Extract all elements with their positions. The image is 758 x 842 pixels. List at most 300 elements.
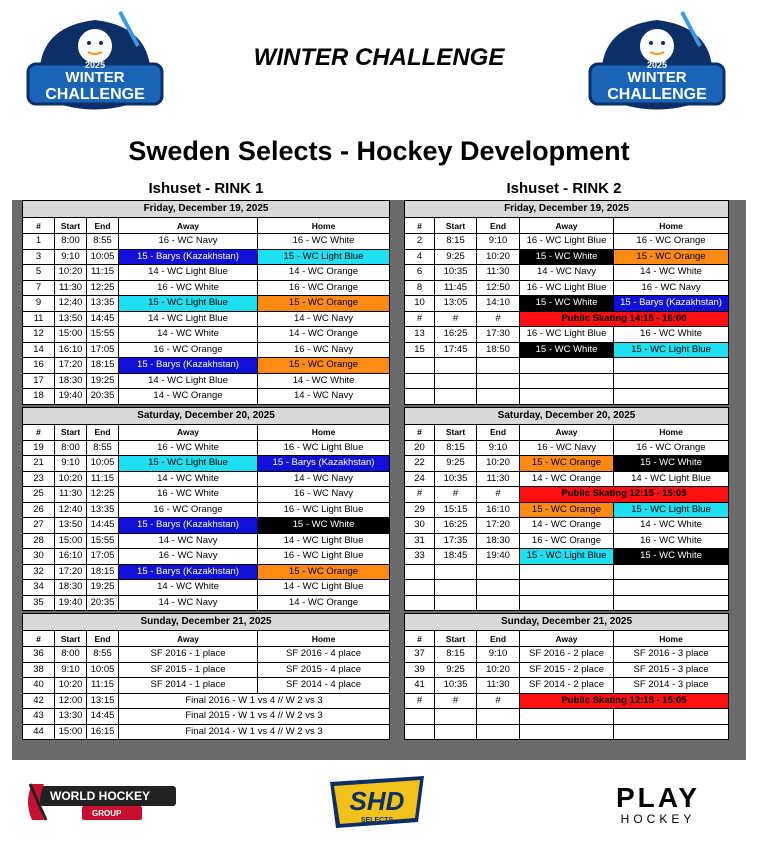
game-row — [405, 564, 729, 580]
game-number: 13 — [405, 327, 435, 343]
away-team: 15 - Barys (Kazakhstan) — [119, 518, 258, 534]
rink-2-title: Ishuset - RINK 2 — [506, 180, 622, 197]
away-team: 15 - Barys (Kazakhstan) — [119, 249, 258, 265]
page-title: WINTER CHALLENGE — [253, 44, 505, 71]
column-header: # — [23, 218, 55, 234]
start-time: 8:15 — [435, 440, 477, 456]
game-row — [23, 234, 390, 250]
game-row — [405, 280, 729, 296]
away-team: 15 - Barys (Kazakhstan) — [119, 358, 258, 374]
schedule-frame — [12, 200, 746, 760]
column-header: Home — [614, 424, 729, 440]
end-time: 8:55 — [87, 440, 119, 456]
end-time: 18:15 — [87, 358, 119, 374]
away-team: 14 - WC Navy — [119, 595, 258, 611]
game-number — [405, 580, 435, 596]
home-team: 16 - WC Light Blue — [258, 502, 390, 518]
game-row — [405, 647, 729, 663]
column-header: Away — [119, 218, 258, 234]
away-team — [520, 709, 614, 725]
start-time: 15:00 — [55, 533, 87, 549]
home-team: 15 - WC White — [614, 456, 729, 472]
game-row — [23, 647, 390, 663]
game-number: 8 — [405, 280, 435, 296]
away-team: 15 - WC White — [520, 249, 614, 265]
away-team: 14 - WC White — [119, 580, 258, 596]
end-time: 19:25 — [87, 373, 119, 389]
end-time: 19:40 — [477, 549, 520, 565]
start-time: 11:30 — [55, 487, 87, 503]
end-time: 15:55 — [87, 533, 119, 549]
away-team: 16 - WC White — [119, 487, 258, 503]
start-time — [435, 358, 477, 374]
away-team — [520, 358, 614, 374]
end-time: 14:45 — [87, 518, 119, 534]
away-team: SF 2016 - 1 place — [119, 647, 258, 663]
away-team — [520, 595, 614, 611]
away-team: 14 - WC Light Blue — [119, 311, 258, 327]
column-header: # — [405, 424, 435, 440]
end-time: 18:15 — [87, 564, 119, 580]
home-team: 14 - WC White — [614, 518, 729, 534]
away-team — [520, 724, 614, 740]
play-sub-text: HOCKEY — [620, 812, 696, 826]
end-time: 11:30 — [477, 265, 520, 281]
game-row — [23, 724, 390, 740]
game-number: 27 — [23, 518, 55, 534]
game-number: 20 — [405, 440, 435, 456]
end-time: 17:30 — [477, 327, 520, 343]
end-time: 13:15 — [87, 693, 119, 709]
game-row — [405, 311, 729, 327]
away-team: 14 - WC Orange — [520, 518, 614, 534]
event-note: Public Skating 12:15 - 15:05 — [520, 693, 729, 709]
end-time: 11:30 — [477, 678, 520, 694]
column-header: Start — [55, 424, 87, 440]
game-number: 38 — [23, 662, 55, 678]
event-note: Final 2016 - W 1 vs 4 // W 2 vs 3 — [119, 693, 390, 709]
start-time: 10:35 — [435, 471, 477, 487]
game-row — [23, 533, 390, 549]
column-header: Start — [435, 631, 477, 647]
home-team — [614, 373, 729, 389]
start-time: 17:20 — [55, 358, 87, 374]
column-header: Home — [258, 631, 390, 647]
home-team: 15 - Barys (Kazakhstan) — [614, 296, 729, 312]
svg-text:WINTER: WINTER — [627, 69, 687, 86]
game-row — [23, 693, 390, 709]
away-team: 16 - WC White — [119, 440, 258, 456]
game-row — [23, 280, 390, 296]
game-number: 37 — [405, 647, 435, 663]
game-number: # — [405, 311, 435, 327]
home-team: 14 - WC Navy — [258, 389, 390, 405]
game-number — [405, 358, 435, 374]
game-number: 23 — [23, 471, 55, 487]
column-header: End — [477, 631, 520, 647]
game-number: 31 — [405, 533, 435, 549]
game-number: 11 — [23, 311, 55, 327]
whg-group-label: GROUP — [92, 809, 122, 818]
game-number: 44 — [23, 724, 55, 740]
game-row — [405, 580, 729, 596]
start-time — [435, 564, 477, 580]
column-header: Home — [614, 218, 729, 234]
game-number: 24 — [405, 471, 435, 487]
svg-text:WINTER: WINTER — [65, 69, 125, 86]
game-row — [405, 662, 729, 678]
game-number: 4 — [405, 249, 435, 265]
game-row — [23, 389, 390, 405]
game-row — [23, 709, 390, 725]
game-number: 14 — [23, 342, 55, 358]
home-team: 15 - WC Light Blue — [614, 502, 729, 518]
game-number: 32 — [23, 564, 55, 580]
game-number: 43 — [23, 709, 55, 725]
game-row — [23, 311, 390, 327]
column-header: End — [477, 424, 520, 440]
start-time — [435, 724, 477, 740]
away-team: 14 - WC Navy — [520, 265, 614, 281]
end-time: 18:30 — [477, 533, 520, 549]
game-row — [405, 358, 729, 374]
start-time: 9:25 — [435, 662, 477, 678]
end-time: 10:05 — [87, 249, 119, 265]
day-schedule-table — [22, 407, 390, 612]
game-row — [405, 249, 729, 265]
game-row — [23, 249, 390, 265]
away-team: 16 - WC Orange — [520, 533, 614, 549]
away-team: SF 2015 - 2 place — [520, 662, 614, 678]
end-time: 14:45 — [87, 311, 119, 327]
away-team: 16 - WC Navy — [119, 234, 258, 250]
play-text: PLAY — [615, 782, 701, 813]
event-note: Public Skating 14:15 - 16:00 — [520, 311, 729, 327]
start-time: 15:00 — [55, 327, 87, 343]
game-row — [23, 502, 390, 518]
home-team: 15 - WC Orange — [258, 564, 390, 580]
start-time: 8:00 — [55, 647, 87, 663]
start-time: # — [435, 487, 477, 503]
game-number: 28 — [23, 533, 55, 549]
column-header: # — [23, 631, 55, 647]
away-team: 16 - WC Light Blue — [520, 234, 614, 250]
column-header: Home — [258, 424, 390, 440]
start-time: 17:35 — [435, 533, 477, 549]
game-row — [23, 296, 390, 312]
start-time: 9:10 — [55, 249, 87, 265]
column-header: Away — [520, 424, 614, 440]
away-team: SF 2014 - 2 place — [520, 678, 614, 694]
end-time — [477, 709, 520, 725]
end-time — [477, 358, 520, 374]
away-team: 16 - WC Orange — [119, 342, 258, 358]
game-row — [23, 518, 390, 534]
column-header: End — [87, 631, 119, 647]
game-row — [405, 502, 729, 518]
start-time: 10:20 — [55, 678, 87, 694]
away-team: 16 - WC Light Blue — [520, 327, 614, 343]
column-header: # — [405, 218, 435, 234]
start-time: 13:30 — [55, 709, 87, 725]
away-team: 15 - WC Light Blue — [119, 296, 258, 312]
end-time: 15:55 — [87, 327, 119, 343]
home-team: 15 - WC White — [258, 518, 390, 534]
away-team: 15 - WC Orange — [520, 456, 614, 472]
away-team: 15 - WC Orange — [520, 502, 614, 518]
game-row — [405, 709, 729, 725]
end-time: 11:15 — [87, 265, 119, 281]
game-number: 21 — [23, 456, 55, 472]
whg-name: WORLD HOCKEY — [50, 789, 150, 803]
game-row — [405, 693, 729, 709]
game-row — [23, 564, 390, 580]
game-number: 40 — [23, 678, 55, 694]
column-header: Home — [614, 631, 729, 647]
away-team — [520, 580, 614, 596]
away-team: 15 - WC Light Blue — [520, 549, 614, 565]
game-number: 19 — [23, 440, 55, 456]
home-team: SF 2014 - 4 place — [258, 678, 390, 694]
start-time: 9:25 — [435, 456, 477, 472]
game-row — [405, 440, 729, 456]
start-time — [435, 595, 477, 611]
end-time: 8:55 — [87, 647, 119, 663]
end-time: 12:50 — [477, 280, 520, 296]
column-header: # — [23, 424, 55, 440]
home-team: SF 2016 - 3 place — [614, 647, 729, 663]
column-header: Away — [119, 424, 258, 440]
game-row — [405, 296, 729, 312]
start-time: 8:15 — [435, 647, 477, 663]
game-row — [405, 342, 729, 358]
page-subtitle: Sweden Selects - Hockey Development — [128, 136, 630, 166]
start-time: 16:10 — [55, 549, 87, 565]
column-header: # — [405, 631, 435, 647]
game-number — [405, 709, 435, 725]
away-team: 16 - WC Light Blue — [520, 280, 614, 296]
away-team: 16 - WC White — [119, 280, 258, 296]
home-team: 14 - WC Light Blue — [258, 533, 390, 549]
start-time — [435, 389, 477, 405]
end-time: 10:05 — [87, 456, 119, 472]
away-team: SF 2015 - 1 place — [119, 662, 258, 678]
end-time — [477, 389, 520, 405]
svg-text:2025: 2025 — [646, 60, 668, 70]
home-team: 14 - WC Navy — [258, 311, 390, 327]
away-team: 15 - Barys (Kazakhstan) — [119, 564, 258, 580]
start-time: 17:45 — [435, 342, 477, 358]
home-team: 16 - WC Navy — [614, 280, 729, 296]
game-row — [405, 518, 729, 534]
column-header: Away — [119, 631, 258, 647]
game-number — [405, 724, 435, 740]
home-team: 16 - WC White — [614, 327, 729, 343]
start-time: 12:00 — [55, 693, 87, 709]
end-time: 9:10 — [477, 440, 520, 456]
end-time — [477, 564, 520, 580]
end-time: 9:10 — [477, 647, 520, 663]
home-team: 16 - WC Navy — [258, 487, 390, 503]
column-header: Away — [520, 631, 614, 647]
game-number: 1 — [23, 234, 55, 250]
away-team: 14 - WC Orange — [119, 389, 258, 405]
game-row — [405, 265, 729, 281]
day-header: Saturday, December 20, 2025 — [23, 407, 390, 424]
home-team: 15 - WC Light Blue — [614, 342, 729, 358]
shd-selects-logo — [322, 772, 432, 832]
start-time: 18:30 — [55, 373, 87, 389]
home-team: 14 - WC Orange — [258, 265, 390, 281]
home-team: 16 - WC Orange — [614, 234, 729, 250]
away-team: 14 - WC White — [119, 327, 258, 343]
end-time: # — [477, 693, 520, 709]
game-number: 25 — [23, 487, 55, 503]
end-time: 9:10 — [477, 234, 520, 250]
start-time: 12:40 — [55, 296, 87, 312]
start-time — [435, 373, 477, 389]
game-row — [405, 724, 729, 740]
day-header: Sunday, December 21, 2025 — [405, 614, 729, 631]
end-time: # — [477, 311, 520, 327]
game-row — [23, 678, 390, 694]
end-time: 20:35 — [87, 595, 119, 611]
game-number: 7 — [23, 280, 55, 296]
game-number: 15 — [405, 342, 435, 358]
away-team: 16 - WC Navy — [520, 440, 614, 456]
svg-text:SHD: SHD — [349, 786, 405, 816]
away-team: 14 - WC White — [119, 471, 258, 487]
away-team: 16 - WC Orange — [119, 502, 258, 518]
start-time: 18:45 — [435, 549, 477, 565]
end-time: 11:15 — [87, 678, 119, 694]
event-note: Public Skating 12:15 - 15:05 — [520, 487, 729, 503]
start-time: 16:25 — [435, 327, 477, 343]
rink-2-schedule — [404, 200, 728, 740]
home-team — [614, 564, 729, 580]
column-header: Start — [55, 631, 87, 647]
column-header: Home — [258, 218, 390, 234]
game-row — [23, 595, 390, 611]
end-time: 14:45 — [87, 709, 119, 725]
end-time — [477, 724, 520, 740]
home-team: 14 - WC White — [258, 373, 390, 389]
home-team: 14 - WC Light Blue — [614, 471, 729, 487]
start-time: 13:50 — [55, 518, 87, 534]
game-number — [405, 389, 435, 405]
day-schedule-table — [404, 407, 729, 612]
start-time: 10:20 — [55, 265, 87, 281]
end-time: 17:20 — [477, 518, 520, 534]
game-number: 22 — [405, 456, 435, 472]
away-team: 14 - WC Light Blue — [119, 373, 258, 389]
home-team: 14 - WC Navy — [258, 471, 390, 487]
away-team: SF 2014 - 1 place — [119, 678, 258, 694]
event-note: Final 2014 - W 1 vs 4 // W 2 vs 3 — [119, 724, 390, 740]
start-time: 8:15 — [435, 234, 477, 250]
home-team: 16 - WC White — [258, 234, 390, 250]
home-team: 15 - WC Orange — [258, 296, 390, 312]
game-number: 10 — [405, 296, 435, 312]
column-header: Start — [435, 424, 477, 440]
end-time: 10:20 — [477, 249, 520, 265]
start-time: 13:50 — [55, 311, 87, 327]
home-team: 15 - WC Light Blue — [258, 249, 390, 265]
end-time: 8:55 — [87, 234, 119, 250]
svg-text:2025: 2025 — [84, 60, 106, 70]
game-number: 2 — [405, 234, 435, 250]
game-row — [405, 327, 729, 343]
end-time: 20:35 — [87, 389, 119, 405]
game-number: 9 — [23, 296, 55, 312]
start-time: 9:10 — [55, 456, 87, 472]
game-number: 41 — [405, 678, 435, 694]
end-time: 10:05 — [87, 662, 119, 678]
start-time: 9:10 — [55, 662, 87, 678]
home-team: 16 - WC Orange — [258, 280, 390, 296]
day-schedule-table — [22, 200, 390, 405]
game-row — [23, 580, 390, 596]
game-row — [405, 234, 729, 250]
game-row — [23, 549, 390, 565]
game-number: 18 — [23, 389, 55, 405]
rink-1-title: Ishuset - RINK 1 — [148, 180, 264, 197]
home-team: 16 - WC Light Blue — [258, 549, 390, 565]
start-time: 12:40 — [55, 502, 87, 518]
end-time: 14:10 — [477, 296, 520, 312]
day-schedule-table — [404, 200, 729, 405]
end-time — [477, 373, 520, 389]
end-time: 12:25 — [87, 487, 119, 503]
end-time: 16:15 — [87, 724, 119, 740]
home-team: 15 - WC Orange — [258, 358, 390, 374]
world-hockey-group-logo — [22, 780, 178, 826]
game-row — [405, 549, 729, 565]
game-number: 36 — [23, 647, 55, 663]
away-team: 14 - WC Orange — [520, 471, 614, 487]
end-time: 12:25 — [87, 280, 119, 296]
game-row — [23, 440, 390, 456]
start-time: 8:00 — [55, 234, 87, 250]
away-team: SF 2016 - 2 place — [520, 647, 614, 663]
start-time: # — [435, 311, 477, 327]
home-team: 14 - WC Orange — [258, 327, 390, 343]
rink-1-schedule — [22, 200, 389, 740]
game-row — [23, 487, 390, 503]
end-time — [477, 580, 520, 596]
day-header: Friday, December 19, 2025 — [23, 201, 390, 218]
start-time: 18:30 — [55, 580, 87, 596]
end-time — [477, 595, 520, 611]
end-time: 13:35 — [87, 502, 119, 518]
end-time: 13:35 — [87, 296, 119, 312]
away-team — [520, 373, 614, 389]
game-number: 16 — [23, 358, 55, 374]
end-time: 18:50 — [477, 342, 520, 358]
game-number: 39 — [405, 662, 435, 678]
away-team: 16 - WC Navy — [119, 549, 258, 565]
home-team: SF 2016 - 4 place — [258, 647, 390, 663]
game-row — [23, 456, 390, 472]
away-team: 15 - WC White — [520, 342, 614, 358]
end-time: 10:20 — [477, 662, 520, 678]
start-time: 19:40 — [55, 389, 87, 405]
end-time: 11:15 — [87, 471, 119, 487]
game-row — [405, 487, 729, 503]
home-team: 15 - Barys (Kazakhstan) — [258, 456, 390, 472]
play-hockey-logo — [600, 782, 716, 828]
game-row — [405, 471, 729, 487]
